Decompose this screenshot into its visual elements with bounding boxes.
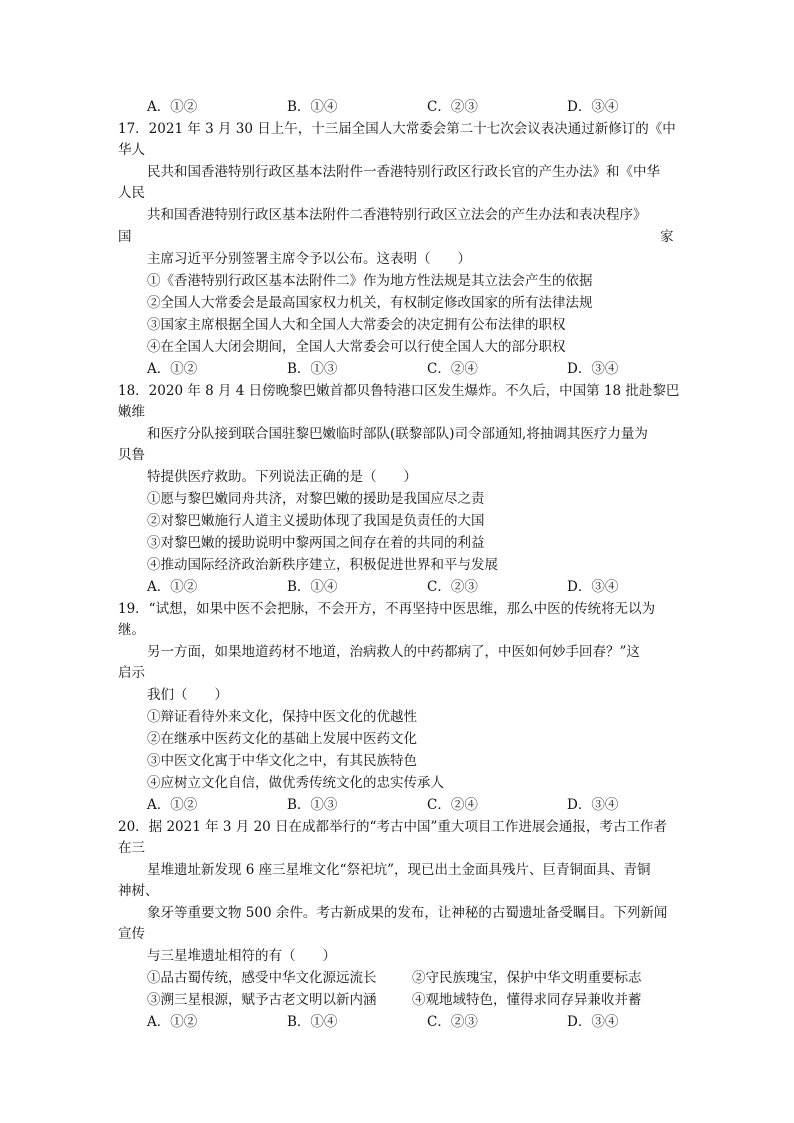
option-b: B．①④ <box>287 99 338 115</box>
q17-stem-line3-right: 家 <box>660 229 674 245</box>
q20-item-3: ③溯三星根源，赋予古老文明以新内涵 <box>147 992 377 1008</box>
q20-options <box>147 1013 667 1031</box>
option-d: D．③④ <box>567 361 619 377</box>
q17-item-1: ①《香港特别行政区基本法附件二》作为地方性法规是其立法会产生的依据 <box>147 273 593 289</box>
q17-stem-line3-left: 国 <box>118 229 132 245</box>
q18-item-2: ②对黎巴嫩施行人道主义援助体现了我国是负责任的大国 <box>147 513 485 529</box>
q20-stem-line1-wrap: 在三 <box>118 840 145 856</box>
q18-item-3: ③对黎巴嫩的援助说明中黎两国之间存在着的共同的利益 <box>147 535 485 551</box>
option-c: C．②③ <box>427 1014 478 1030</box>
q19-stem-line1-wrap: 继。 <box>118 622 145 638</box>
q19-options <box>147 796 667 814</box>
q18-stem-line2: 和医疗分队接到联合国驻黎巴嫩临时部队(联黎部队)司令部通知,将抽调其医疗力量为 <box>147 426 648 442</box>
q18-options <box>147 578 667 596</box>
option-a: A．①② <box>147 797 198 813</box>
option-b: B．①④ <box>287 1014 338 1030</box>
q18-stem-line3: 特提供医疗救助。下列说法正确的是（ ） <box>147 469 417 485</box>
q19-stem-line2-wrap: 启示 <box>118 665 145 681</box>
q20-stem-line3-wrap: 宣传 <box>118 926 145 942</box>
q18-item-4: ④推动国际经济政治新秩序建立，积极促进世界和平与发展 <box>147 557 498 573</box>
q20-stem-line4: 与三星堆遗址相符的有（ ） <box>147 948 336 964</box>
option-a: A．①② <box>147 1014 198 1030</box>
q20-stem-line2: 星堆遗址新发现 6 座三星堆文化“祭祀坑”，现已出土金面具残片、巨青铜面具、青铜 <box>147 862 651 878</box>
q17-item-2: ②全国人大常委会是最高国家权力机关，有权制定修改国家的所有法律法规 <box>147 295 593 311</box>
option-d: D．③④ <box>567 1014 619 1030</box>
q18-stem-line1: 18．2020 年 8 月 4 日傍晚黎巴嫩首都贝鲁特港口区发生爆炸。不久后，中国第 18 批赴黎巴 <box>118 383 680 399</box>
q18-stem-line1-wrap: 嫩维 <box>118 404 145 420</box>
q17-stem-line2: 民共和国香港特别行政区基本法附件一香港特别行政区行政长官的产生办法》和《中华 <box>147 164 660 180</box>
option-b: B．①③ <box>287 797 338 813</box>
q19-item-1: ①辩证看待外来文化，保持中医文化的优越性 <box>147 709 417 725</box>
option-a: A．①② <box>147 361 198 377</box>
q17-stem-line1-wrap: 华人 <box>118 142 145 158</box>
option-b: B．①④ <box>287 579 338 595</box>
q20-stem-line3: 象牙等重要文物 500 余件。考古新成果的发布，让神秘的古蜀遗址备受瞩目。下列新闻 <box>147 905 668 921</box>
q17-item-4: ④在全国人大闭会期间，全国人大常委会可以行使全国人大的部分职权 <box>147 339 566 355</box>
option-c: C．②③ <box>427 579 478 595</box>
option-c: C．②④ <box>427 361 478 377</box>
q19-item-3: ③中医文化寓于中华文化之中，有其民族特色 <box>147 753 417 769</box>
option-a: A．①② <box>147 99 198 115</box>
q18-stem-line2-wrap: 贝鲁 <box>118 447 145 463</box>
q17-stem-line1: 17．2021 年 3 月 30 日上午，十三届全国人大常委会第二十七次会议表决通过新修订的《中 <box>118 121 676 137</box>
option-a: A．①② <box>147 579 198 595</box>
option-c: C．②③ <box>427 99 478 115</box>
option-b: B．①③ <box>287 361 338 377</box>
q19-item-4: ④应树立文化自信，做优秀传统文化的忠实传承人 <box>147 775 444 791</box>
q18-item-1: ①愿与黎巴嫩同舟共济，对黎巴嫩的援助是我国应尽之责 <box>147 491 485 507</box>
q20-stem-line1: 20．据 2021 年 3 月 20 日在成都举行的“考古中国”重大项目工作进展会通报，考古工作者 <box>118 819 667 835</box>
q17-stem-line3: 共和国香港特别行政区基本法附件二香港特别行政区立法会的产生办法和表决程序》 <box>147 207 647 223</box>
q20-stem-line2-wrap: 神树、 <box>118 883 159 899</box>
option-d: D．③④ <box>567 797 619 813</box>
q20-item-2: ②守民族瑰宝，保护中华文明重要标志 <box>412 970 642 986</box>
q20-item-1: ①品古蜀传统，感受中华文化源远流长 <box>147 970 377 986</box>
q20-item-4: ④观地域特色，懂得求同存异兼收并蓄 <box>412 992 642 1008</box>
q19-stem-line1: 19．“试想，如果中医不会把脉，不会开方，不再坚持中医思维，那么中医的传统将无以为 <box>118 601 656 617</box>
option-d: D．③④ <box>567 579 619 595</box>
q19-stem-line3: 我们（ ） <box>147 687 228 703</box>
option-c: C．②④ <box>427 797 478 813</box>
q19-item-2: ②在继承中医药文化的基础上发展中医药文化 <box>147 731 417 747</box>
q17-options <box>147 360 667 378</box>
q16-options <box>147 98 667 116</box>
q17-stem-line4: 主席习近平分别签署主席令予以公布。这表明（ ） <box>147 251 471 267</box>
q19-stem-line2: 另一方面，如果地道药材不地道，治病救人的中药都病了，中医如何妙手回春？”这 <box>147 644 640 660</box>
option-d: D．③④ <box>567 99 619 115</box>
q17-item-3: ③国家主席根据全国人大和全国人大常委会的决定拥有公布法律的职权 <box>147 317 566 333</box>
q17-stem-line2-wrap: 人民 <box>118 185 145 201</box>
